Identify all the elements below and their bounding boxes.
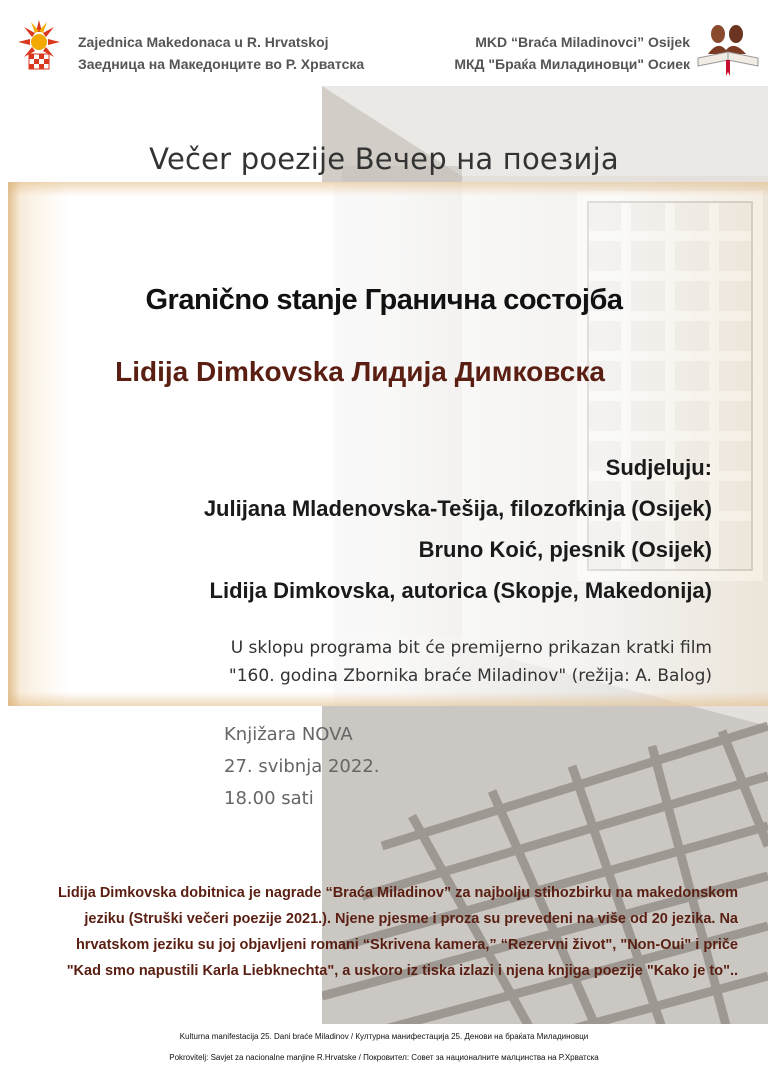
footer-manifestation: Kulturna manifestacija 25. Dani braće Miladinov / Културна манифестација 25. Денови на браќата Миладиновци [179, 1032, 589, 1041]
paper-texture [8, 182, 768, 706]
event-title: Granično stanje Гранична состојба [145, 284, 623, 316]
participant-item: Julijana Mladenovska-Tešija, filozofkinja (Osijek) [203, 496, 712, 521]
paper-edge-left [8, 182, 20, 706]
film-note-line: "160. godina Zbornika braće Miladinov" (režija: A. Balog) [228, 666, 712, 686]
film-note-line: U sklopu programa bit će premijerno prikazan kratki film [230, 638, 712, 658]
header-org-latin: Zajednica Makedonaca u R. Hrvatskoj [78, 34, 329, 50]
venue-place: Knjižara NOVA [224, 724, 353, 745]
miladinov-brothers-book-logo [696, 20, 760, 76]
header-society-latin: MKD “Braća Miladinovci” Osijek [475, 34, 690, 50]
venue-time: 18.00 sati [224, 788, 314, 809]
paper-edge-bottom [8, 692, 768, 706]
event-author: Lidija Dimkovska Лидија Димковска [115, 356, 605, 387]
venue-date: 27. svibnja 2022. [224, 756, 380, 777]
participant-item: Bruno Koić, pjesnik (Osijek) [418, 537, 712, 562]
bio-line: Lidija Dimkovska dobitnica je nagrade “Braća Miladinov” za najbolju stihozbirku na makedonskom [57, 885, 738, 901]
header-society-cyrillic: МКД "Браќа Миладиновци" Осиек [454, 56, 690, 72]
paper-edge-top [8, 182, 768, 196]
header-org-cyrillic: Заедница на Македонците во Р. Хрватска [78, 56, 365, 72]
bio-line: "Kad smo napustili Karla Liebknechta", a uskoro iz tiska izlazi i njena knjiga poezije "Kako je to".. [66, 963, 738, 979]
author-bio [26, 880, 738, 984]
participant-item: Lidija Dimkovska, autorica (Skopje, Makedonija) [209, 578, 712, 603]
sun-emblem-logo [14, 20, 64, 74]
bio-line: hrvatskom jeziku su joj objavljeni romani “Skrivena kamera,” “Rezervni život", "Non-Oui" i priče [75, 937, 738, 953]
bio-line: jeziku (Struški večeri poezije 2021.). Njene pjesme i proza su prevedeni na više od 20 jezika. Na [84, 911, 738, 927]
event-subtitle: Večer poezije Вечер на поезија [149, 142, 619, 176]
participants-heading: Sudjeluju: [605, 455, 712, 480]
footer-sponsor: Pokrovitelj: Savjet za nacionalne manjine R.Hrvatske / Покровител: Совет за националните малцинства на Р.Хрватска [169, 1053, 599, 1062]
